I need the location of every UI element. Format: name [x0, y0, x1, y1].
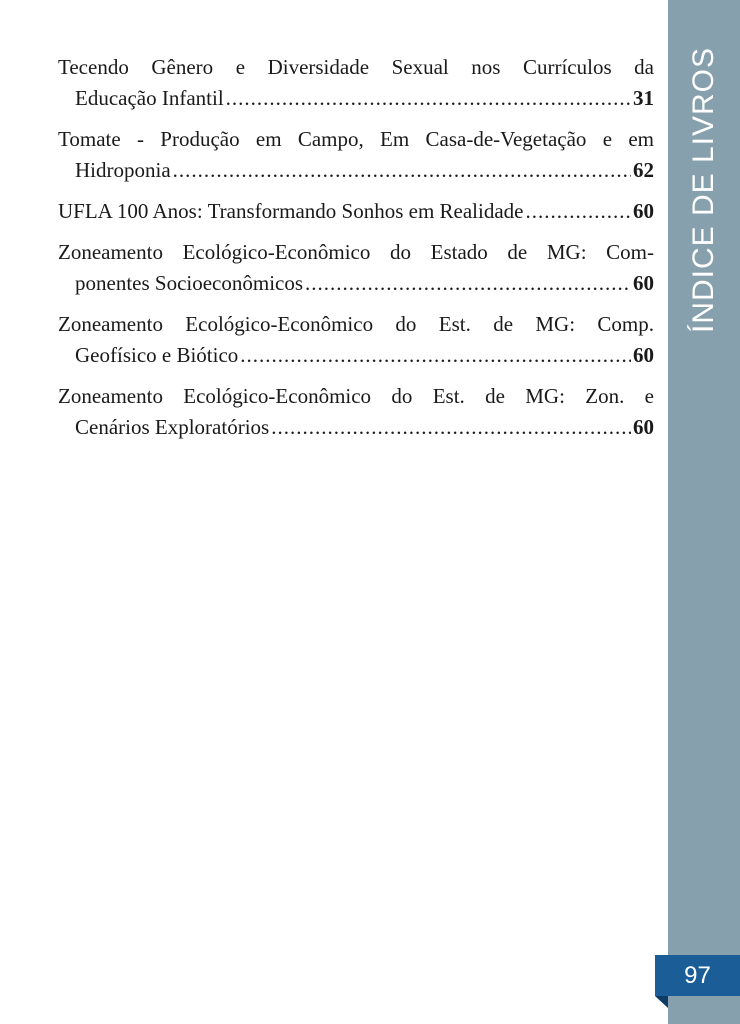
entry-title-line2: ponentes Socioeconômicos: [75, 271, 304, 295]
entry-title-line2: Cenários Exploratórios: [75, 415, 270, 439]
dot-leader: [526, 196, 632, 227]
book-index-list: [58, 52, 654, 453]
page-tab-fold-shadow: [655, 996, 668, 1008]
entry-title-line1: Zoneamento Ecológico-Econômico do Estado de MG: Com-: [58, 240, 654, 264]
entry-title-line2: Geofísico e Biótico: [75, 343, 239, 367]
page-number-tab: 97: [655, 955, 740, 996]
entry-title-line2-row: [58, 340, 654, 371]
index-entry: [58, 196, 654, 227]
entry-title-line1: Tomate - Produção em Campo, Em Casa-de-Vegetação e em: [58, 127, 654, 151]
entry-title-line2-row: [58, 155, 654, 186]
section-title-vertical: ÍNDICE DE LIVROS: [687, 46, 720, 334]
index-entry: [58, 52, 654, 114]
entry-page-number: 62: [633, 158, 654, 182]
entry-title-row: [58, 196, 654, 227]
entry-page-number: 31: [633, 86, 654, 110]
entry-page-number: 60: [633, 343, 654, 367]
dot-leader: [305, 268, 631, 299]
entry-title-line1: Zoneamento Ecológico-Econômico do Est. de MG: Zon. e: [58, 384, 654, 408]
dot-leader: [240, 340, 631, 371]
index-entry: [58, 309, 654, 371]
entry-page-number: 60: [633, 415, 654, 439]
entry-title-line2: Educação Infantil: [75, 86, 224, 110]
index-entry: [58, 381, 654, 443]
entry-title-line2-row: [58, 83, 654, 114]
dot-leader: [173, 155, 631, 186]
index-entry: [58, 237, 654, 299]
entry-title-line1: Zoneamento Ecológico-Econômico do Est. de MG: Comp.: [58, 312, 654, 336]
entry-page-number: 60: [633, 271, 654, 295]
entry-title-line2: Hidroponia: [75, 158, 171, 182]
entry-title-line1: Tecendo Gênero e Diversidade Sexual nos Currículos da: [58, 55, 654, 79]
entry-page-number: 60: [633, 199, 654, 223]
dot-leader: [271, 412, 631, 443]
entry-title-line2-row: [58, 412, 654, 443]
entry-title-line2-row: [58, 268, 654, 299]
index-entry: [58, 124, 654, 186]
entry-title: UFLA 100 Anos: Transformando Sonhos em Realidade: [58, 199, 524, 223]
dot-leader: [226, 83, 631, 114]
